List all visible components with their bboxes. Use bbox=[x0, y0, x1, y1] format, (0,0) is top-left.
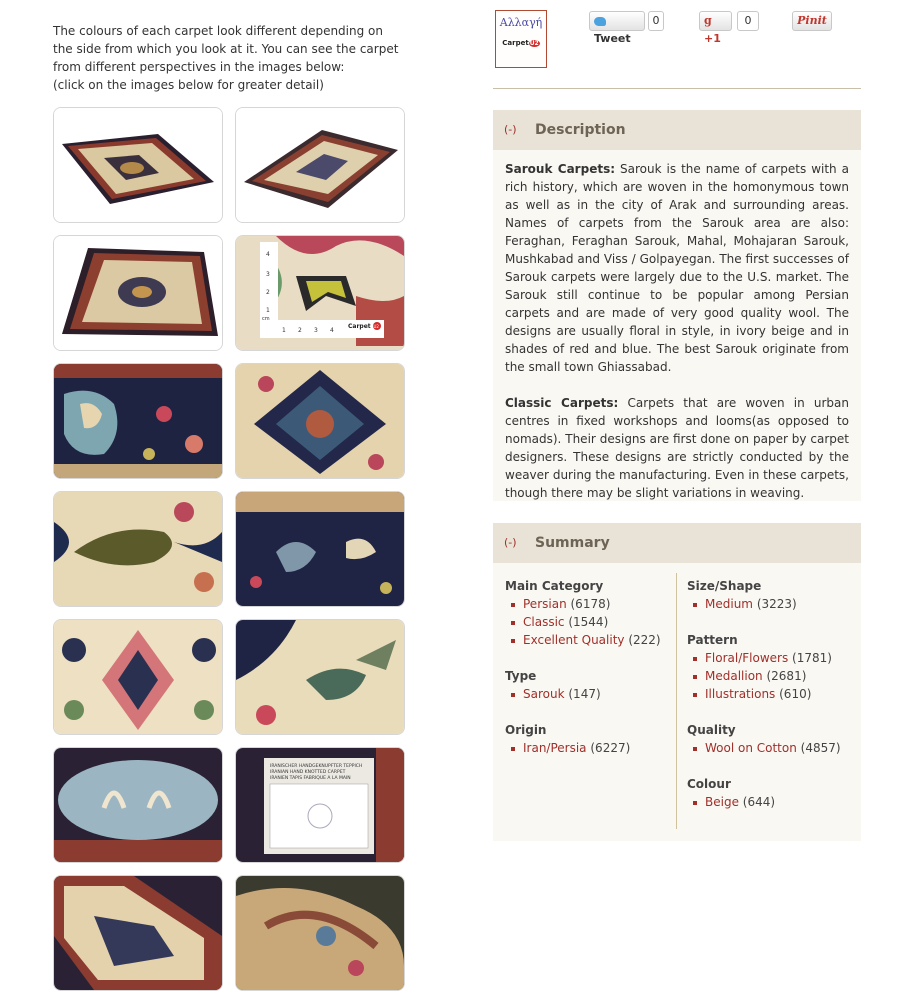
language-switch-label: Αλλαγή bbox=[499, 16, 543, 29]
summary-count: (1781) bbox=[792, 651, 832, 665]
svg-text:1: 1 bbox=[266, 307, 270, 314]
gallery-thumb-6[interactable] bbox=[235, 363, 405, 479]
svg-text:2: 2 bbox=[266, 289, 270, 296]
summary-count: (644) bbox=[742, 795, 776, 809]
summary-link-classic[interactable]: Classic bbox=[523, 615, 565, 629]
ruler-unit: cm bbox=[262, 316, 270, 322]
svg-text:4: 4 bbox=[266, 251, 270, 258]
tweet-label: Tweet bbox=[594, 32, 631, 45]
summary-group-origin bbox=[505, 721, 673, 757]
summary-link-iran-persia[interactable]: Iran/Persia bbox=[523, 741, 587, 755]
gallery-thumb-3[interactable] bbox=[53, 235, 223, 351]
gallery-thumb-ruler[interactable] bbox=[235, 235, 405, 351]
summary-collapse-toggle[interactable]: (-) bbox=[504, 536, 517, 549]
ruler-brand: Carpet bbox=[348, 323, 371, 330]
gallery-thumb-9[interactable] bbox=[53, 619, 223, 735]
summary-list bbox=[505, 595, 673, 649]
summary-panel-body bbox=[493, 563, 861, 841]
summary-link-wool-on-cotton[interactable]: Wool on Cotton bbox=[705, 741, 797, 755]
summary-group-heading: Type bbox=[505, 669, 537, 683]
summary-group-heading: Main Category bbox=[505, 579, 604, 593]
description-collapse-toggle[interactable]: (-) bbox=[504, 123, 517, 136]
summary-count: (6178) bbox=[570, 597, 611, 611]
gallery-thumb-5[interactable] bbox=[53, 363, 223, 479]
summary-link-medium[interactable]: Medium bbox=[705, 597, 753, 611]
summary-link-medallion[interactable]: Medallion bbox=[705, 669, 763, 683]
summary-count: (3223) bbox=[756, 597, 797, 611]
gallery-thumb-14[interactable] bbox=[235, 875, 405, 991]
description-panel-body bbox=[493, 150, 861, 501]
summary-group-main-category bbox=[505, 577, 673, 649]
divider bbox=[493, 88, 861, 89]
summary-right-column bbox=[687, 577, 855, 829]
gallery-thumb-11[interactable] bbox=[53, 747, 223, 863]
tweet-count: 0 bbox=[648, 11, 664, 31]
summary-panel-header[interactable] bbox=[493, 523, 861, 563]
summary-link-sarouk[interactable]: Sarouk bbox=[523, 687, 565, 701]
summary-list bbox=[505, 685, 673, 703]
summary-group-pattern bbox=[687, 631, 855, 703]
summary-item bbox=[687, 667, 855, 685]
summary-item bbox=[505, 613, 673, 631]
google-plus-button[interactable] bbox=[699, 11, 732, 45]
gallery-thumb-label[interactable] bbox=[235, 747, 405, 863]
summary-group-heading: Colour bbox=[687, 777, 731, 791]
summary-list bbox=[687, 793, 855, 811]
summary-item bbox=[687, 739, 855, 757]
classic-term: Classic Carpets: bbox=[505, 396, 619, 410]
summary-group-type bbox=[505, 667, 673, 703]
summary-list bbox=[687, 649, 855, 703]
logo-badge: U2 bbox=[529, 40, 539, 47]
summary-group-heading: Quality bbox=[687, 723, 736, 737]
summary-link-persian[interactable]: Persian bbox=[523, 597, 567, 611]
summary-count: (2681) bbox=[766, 669, 807, 683]
gallery-thumb-10[interactable] bbox=[235, 619, 405, 735]
summary-item bbox=[687, 685, 855, 703]
pinterest-label: Pinit bbox=[797, 14, 827, 27]
summary-list bbox=[687, 739, 855, 757]
summary-link-floral-flowers[interactable]: Floral/Flowers bbox=[705, 651, 789, 665]
summary-divider bbox=[676, 573, 677, 829]
intro-text: The colours of each carpet look different depending on the side from which you look at it. You can see the carpet from different perspectives in the images below: bbox=[53, 24, 399, 74]
sarouk-term: Sarouk Carpets: bbox=[505, 162, 616, 176]
label-line-2: IRANIAN HAND KNOTTED CARPET bbox=[270, 770, 346, 775]
classic-text: Carpets that are woven in urban centres in fixed workshops and looms(as opposed to nomads). Their designs are first done on paper by carpet designers. These designs are strictly conducted by the weaver during the manufacturing. Even in these carpets, though there may be slight variations in weaving. bbox=[505, 396, 849, 500]
twitter-bird-icon bbox=[594, 17, 606, 26]
label-line-1: IRANISCHER HANDGEKNUPFTER TEPPICH bbox=[270, 764, 363, 769]
summary-group-heading: Pattern bbox=[687, 633, 738, 647]
description-paragraph-1 bbox=[505, 160, 849, 376]
ruler-brand-badge: U2 bbox=[373, 324, 379, 329]
summary-item bbox=[505, 739, 673, 757]
logo-word: Carpet bbox=[502, 39, 529, 47]
ruler-tick-1: 1 bbox=[282, 327, 286, 334]
intro-note: (click on the images below for greater detail) bbox=[53, 78, 324, 92]
summary-item bbox=[505, 685, 673, 703]
summary-group-heading: Size/Shape bbox=[687, 579, 762, 593]
summary-count: (147) bbox=[568, 687, 601, 701]
summary-left-column bbox=[505, 577, 673, 775]
language-switch-logo[interactable] bbox=[495, 10, 547, 68]
summary-group-quality bbox=[687, 721, 855, 757]
summary-list bbox=[687, 595, 855, 613]
summary-link-excellent-quality[interactable]: Excellent Quality bbox=[523, 633, 625, 647]
summary-item bbox=[687, 793, 855, 811]
logo-wordmark bbox=[496, 39, 546, 47]
pinterest-button[interactable] bbox=[792, 11, 832, 31]
ruler-tick-2: 2 bbox=[298, 327, 302, 334]
google-plus-count: 0 bbox=[737, 11, 759, 31]
gallery-thumb-1[interactable] bbox=[53, 107, 223, 223]
summary-item bbox=[687, 649, 855, 667]
summary-link-beige[interactable]: Beige bbox=[705, 795, 739, 809]
summary-count: (1544) bbox=[568, 615, 609, 629]
label-line-3: IRANIEN TAPIS FABRIQUE A LA MAIN bbox=[270, 776, 351, 781]
summary-count: (222) bbox=[628, 633, 661, 647]
summary-list bbox=[505, 739, 673, 757]
summary-group-size-shape bbox=[687, 577, 855, 613]
summary-count: (4857) bbox=[800, 741, 841, 755]
summary-count: (610) bbox=[779, 687, 812, 701]
gallery-thumb-2[interactable] bbox=[235, 107, 405, 223]
sarouk-text: Sarouk is the name of carpets with a rich history, which are woven in the homonymous town as well as in the city of Arak and surrounding areas. Names of carpets from the Sarouk area are also: Feraghan, Feraghan Sarouk, Mahal, Mohajaran Sarouk, Mushkabad and Viss / Golpayegan. The first successes of Sarouk carpets were largely due to the U.S. market. The Sarouk still continue to be popular among Persian carpets and are made of very good quality wool. The designs are usually floral in style, in ivory beige and in shades of red and blue. The best Sarouk originate from the small town Ghiassabad. bbox=[505, 162, 849, 374]
gallery-intro bbox=[53, 22, 401, 94]
ruler-tick-3: 3 bbox=[314, 327, 318, 334]
ruler-tick-4: 4 bbox=[330, 327, 334, 334]
description-paragraph-2 bbox=[505, 394, 849, 502]
summary-link-illustrations[interactable]: Illustrations bbox=[705, 687, 776, 701]
summary-item bbox=[505, 595, 673, 613]
gallery-thumb-8[interactable] bbox=[235, 491, 405, 607]
summary-group-colour bbox=[687, 775, 855, 811]
summary-group-heading: Origin bbox=[505, 723, 547, 737]
summary-item bbox=[687, 595, 855, 613]
summary-item bbox=[505, 631, 673, 649]
description-title: Description bbox=[535, 122, 626, 138]
description-panel-header[interactable] bbox=[493, 110, 861, 150]
svg-text:3: 3 bbox=[266, 271, 270, 278]
google-g-icon: g bbox=[704, 14, 712, 27]
summary-count: (6227) bbox=[590, 741, 631, 755]
tweet-button[interactable] bbox=[589, 11, 645, 45]
google-plus-label: +1 bbox=[704, 32, 721, 45]
summary-title: Summary bbox=[535, 535, 610, 551]
gallery-thumb-7[interactable] bbox=[53, 491, 223, 607]
gallery-thumb-13[interactable] bbox=[53, 875, 223, 991]
